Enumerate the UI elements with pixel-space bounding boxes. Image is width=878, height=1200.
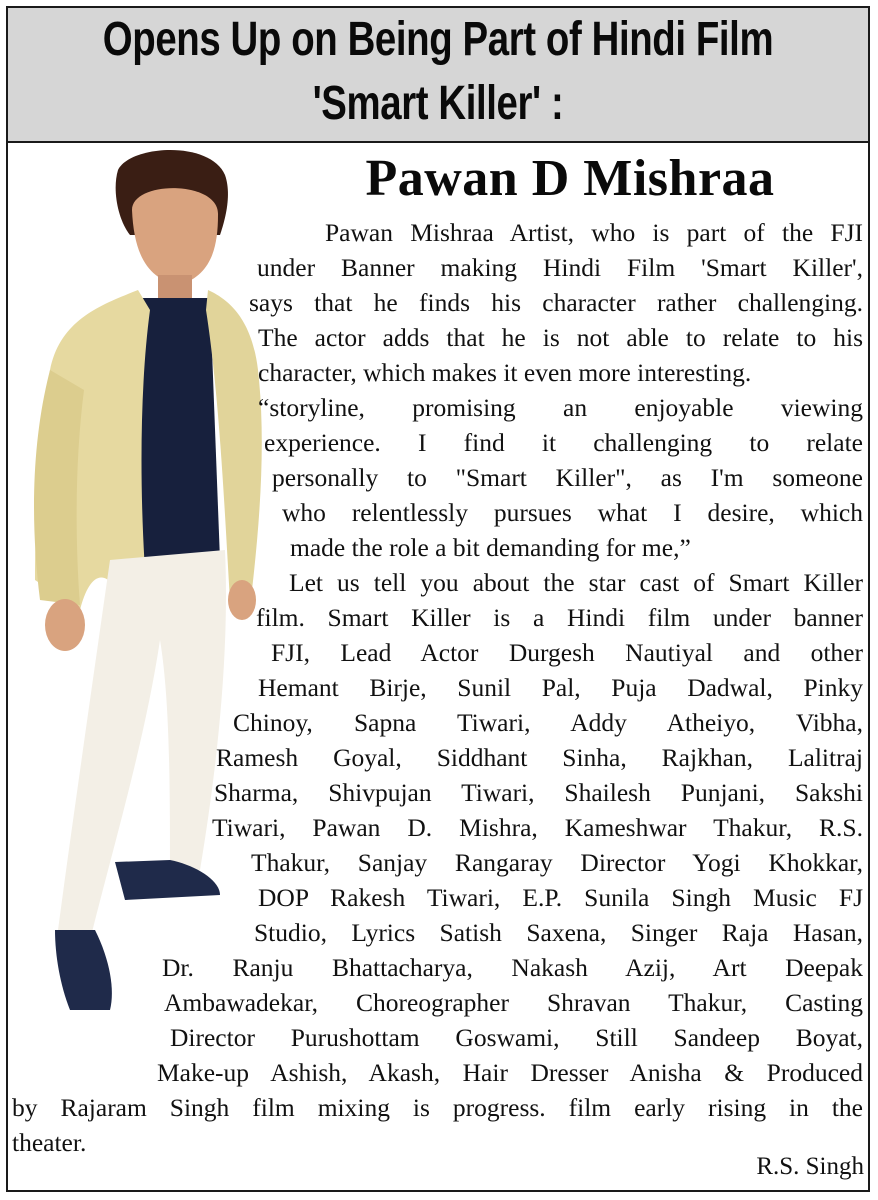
article-line: Sharma, Shivpujan Tiwari, Shailesh Punjani, Sakshi — [214, 778, 863, 807]
photo-shoe-right — [115, 860, 220, 900]
article-line: personally to "Smart Killer", as I'm someone — [272, 463, 863, 492]
article-line: DOP Rakesh Tiwari, E.P. Sunila Singh Music FJ — [258, 883, 863, 912]
article-line: FJI, Lead Actor Durgesh Nautiyal and other — [271, 638, 863, 667]
article-line: Thakur, Sanjay Rangaray Director Yogi Khokkar, — [251, 848, 863, 877]
article-line: Let us tell you about the star cast of Smart Killer — [289, 568, 863, 597]
photo-shirt — [138, 298, 220, 570]
photo-shoe-left — [55, 930, 112, 1010]
photo-left-hand — [45, 599, 85, 651]
article-line: Make-up Ashish, Akash, Hair Dresser Anisha & Produced — [157, 1058, 863, 1087]
headline-band — [8, 8, 868, 143]
article-line: Ramesh Goyal, Siddhant Sinha, Rajkhan, Lalitraj — [216, 743, 863, 772]
article-line: “storyline, promising an enjoyable viewing — [258, 393, 863, 422]
byline-name: Pawan D Mishraa — [365, 150, 775, 207]
headline-line-1: Opens Up on Being Part of Hindi Film — [102, 13, 774, 66]
article-line: Chinoy, Sapna Tiwari, Addy Atheiyo, Vibha, — [233, 708, 863, 737]
headline-line-2: 'Smart Killer' : — [312, 77, 564, 130]
article-line: Ambawadekar, Choreographer Shravan Thakur, Casting — [164, 988, 863, 1017]
article-line: under Banner making Hindi Film 'Smart Killer', — [257, 253, 863, 282]
article-line: theater. — [12, 1128, 87, 1157]
person-photo — [20, 140, 270, 1020]
article-line: Dr. Ranju Bhattacharya, Nakash Azij, Art Deepak — [162, 953, 863, 982]
article-line: Tiwari, Pawan D. Mishra, Kameshwar Thakur, R.S. — [212, 813, 863, 842]
article-line: made the role a bit demanding for me,” — [290, 533, 691, 562]
article-line: Hemant Birje, Sunil Pal, Puja Dadwal, Pinky — [258, 673, 863, 702]
signature: R.S. Singh — [756, 1153, 864, 1180]
article-line: film. Smart Killer is a Hindi film under banner — [256, 603, 863, 632]
article-line: Studio, Lyrics Satish Saxena, Singer Raja Hasan, — [254, 918, 863, 947]
photo-face — [132, 188, 218, 285]
article-line: by Rajaram Singh film mixing is progress. film early rising in the — [12, 1093, 863, 1122]
article-line: Pawan Mishraa Artist, who is part of the FJI — [325, 218, 863, 247]
article-line: The actor adds that he is not able to relate to his — [258, 323, 863, 352]
photo-right-hand — [228, 580, 256, 620]
article-line: character, which makes it even more interesting. — [258, 358, 752, 387]
article-line: experience. I find it challenging to relate — [264, 428, 863, 457]
article-line: who relentlessly pursues what I desire, which — [282, 498, 863, 527]
article-line: says that he finds his character rather challenging. — [249, 288, 863, 317]
article-line: Director Purushottam Goswami, Still Sandeep Boyat, — [170, 1023, 863, 1052]
photo-left-sleeve — [34, 370, 84, 605]
